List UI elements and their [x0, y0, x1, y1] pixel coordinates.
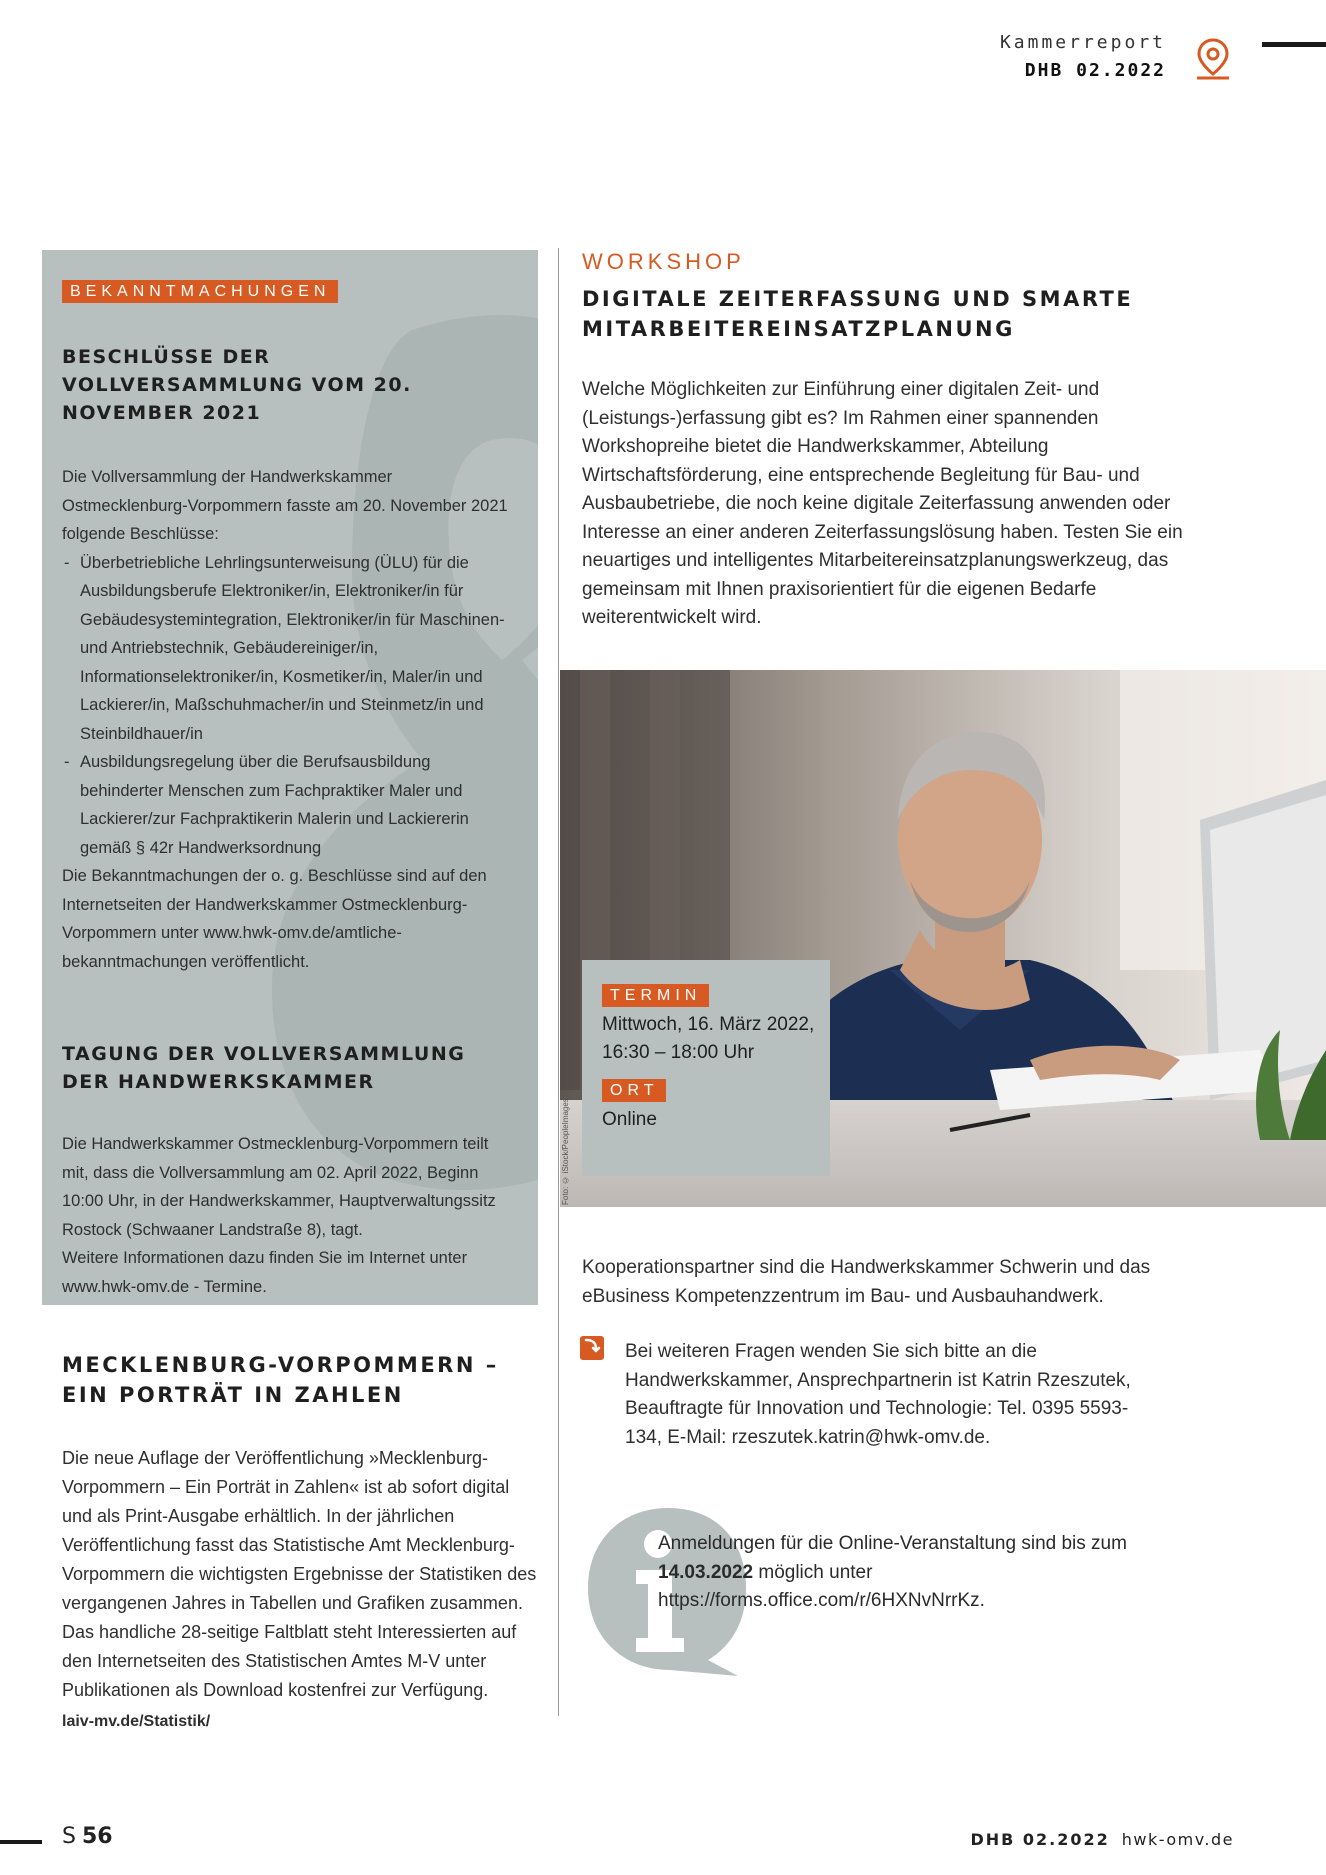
article2-headline: TAGUNG DER VOLLVERSAMMLUNG DER HANDWERKSKAMMER — [62, 1043, 466, 1093]
page-prefix: S — [62, 1824, 76, 1849]
article3-link[interactable]: laiv-mv.de/Statistik/ — [62, 1713, 211, 1730]
article3-text: Die neue Auflage der Veröffentlichung »Mecklenburg-Vorpommern – Ein Porträt in Zahlen« ist ab sofort digital und als Print-Ausgabe erhältlich. In der jährlichen Veröffentlichung fasst das Statistische Amt Mecklenburg-Vorpommern die wichtigsten Ergebnisse der Statistiken des vergangenen Jahres in Tabellen und Grafiken zusammen. Das handliche 28-seitige Faltblatt steht Interessierten auf den Internetseiten des Statistischen Amtes M-V unter Publikationen als Download kostenfrei zur Verfügung. — [62, 1448, 537, 1700]
article3-body — [62, 1444, 542, 1736]
termin-tag: TERMIN — [602, 984, 709, 1007]
workshop-headline: DIGITALE ZEITERFASSUNG UND SMARTE MITARBEITEREINSATZPLANUNG — [582, 287, 1134, 341]
header-section-title: Kammerreport — [999, 32, 1166, 53]
registration-info — [658, 1530, 1138, 1616]
header-issue: DHB 02.2022 — [1024, 60, 1166, 81]
registration-deadline: 14.03.2022 — [658, 1561, 754, 1583]
page-number-value: 56 — [81, 1824, 113, 1849]
registration-post: möglich unter https://forms.office.com/r/6HXNvNrrKz. — [658, 1561, 985, 1611]
arrow-right-icon — [580, 1336, 604, 1360]
footer-website[interactable]: hwk-omv.de — [1121, 1830, 1234, 1849]
header-rule — [1262, 42, 1326, 47]
photo-credit: Foto: © iStock/PeopleImages — [561, 1098, 570, 1205]
article1-bullet-list — [62, 549, 518, 863]
article2-text: Die Handwerkskammer Ostmecklenburg-Vorpommern teilt mit, dass die Vollversammlung am 02. April 2022, Beginn 10:00 Uhr, in der Handwerkskammer, Hauptverwaltungssitz Rostock (Schwaaner Landstraße 8), tagt. — [62, 1135, 496, 1239]
announcements-panel — [42, 250, 538, 1305]
article1-outro: Die Bekanntmachungen der o. g. Beschlüsse sind auf den Internetseiten der Handwerkskammer Ostmecklenburg-Vorpommern unter www.hwk-omv.de/amtliche-bekanntmachungen veröffentlicht. — [62, 867, 487, 971]
footer-rule — [0, 1840, 42, 1844]
article1-bullet-2: - Ausbildungsregelung über die Berufsausbildung behinderter Menschen zum Fachpraktiker Maler und Lackierer/zur Fachpraktikerin Malerin und Lackiererin gemäß § 42r Handwerksordnung — [62, 748, 518, 862]
cooperation-text: Kooperationspartner sind die Handwerkskammer Schwerin und das eBusiness Kompetenzzentrum im Bau- und Ausbauhandwerk. — [582, 1257, 1151, 1307]
section-tag: BEKANNTMACHUNGEN — [62, 280, 338, 303]
ort-tag: ORT — [602, 1079, 666, 1102]
location-pin-icon — [1193, 36, 1233, 82]
contact-text: Bei weiteren Fragen wenden Sie sich bitte an die Handwerkskammer, Ansprechpartnerin ist Katrin Rzeszutek, Beauftragte für Innovation und Technologie: Tel. 0395 5593-134, E-Mail: rzeszutek.katrin@hwk-omv.de. — [625, 1341, 1131, 1448]
article1-intro: Die Vollversammlung der Handwerkskammer Ostmecklenburg-Vorpommern fasste am 20. November 2021 folgende Beschlüsse: — [62, 468, 508, 543]
article1-bullet-1: - Überbetriebliche Lehrlingsunterweisung (ÜLU) für die Ausbildungsberufe Elektroniker/in, Elektroniker/in für Gebäudesystemintegration, Elektroniker/in für Maschinen- und Antriebstechnik, Gebäudereiniger/in, Informationselektroniker/in, Kosmetiker/in, Maler/in und Lackierer/in, Maßschuhmacher/in und Steinmetz/in und Steinbildhauer/in — [62, 549, 518, 749]
article1-headline: BESCHLÜSSE DER VOLLVERSAMMLUNG VOM 20. NOVEMBER 2021 — [62, 346, 412, 424]
workshop-body: Welche Möglichkeiten zur Einführung einer digitalen Zeit- und (Leistungs-)erfassung gibt es? Im Rahmen einer spannenden Workshopreihe bietet die Handwerkskammer, Abteilung Wirtschaftsförderung, eine entsprechende Begleitung für Bau- und Ausbaubetriebe, die noch keine digitale Zeiterfassung anwenden oder Interesse an einer anderen Zeiterfassungslösung haben. Testen Sie ein neuartiges und intelligentes Mitarbeitereinsatzplanungswerkzeug, das gemeinsam mit Ihnen praxisorientiert für die eigenen Bedarfe weiterentwickelt wird. — [582, 379, 1183, 628]
portrait-article — [62, 1350, 542, 1736]
article2-more: Weitere Informationen dazu finden Sie im Internet unter www.hwk-omv.de - Termine. — [62, 1249, 468, 1296]
termin-value: Mittwoch, 16. März 2022, 16:30 – 18:00 Uhr — [602, 1014, 815, 1063]
article3-headline: MECKLENBURG-VORPOMMERN – EIN PORTRÄT IN ZAHLEN — [62, 1353, 499, 1407]
registration-pre: Anmeldungen für die Online-Veranstaltung sind bis zum — [658, 1533, 1127, 1554]
article2-body — [62, 1130, 518, 1301]
page-number — [62, 1824, 113, 1849]
article1-body — [62, 463, 518, 976]
footer-issue-site — [970, 1830, 1234, 1849]
event-details-box — [582, 960, 830, 1176]
workshop-kicker: WORKSHOP — [582, 249, 745, 274]
ort-value: Online — [602, 1109, 657, 1130]
footer-issue: DHB 02.2022 — [970, 1830, 1110, 1849]
column-divider — [558, 248, 559, 1716]
